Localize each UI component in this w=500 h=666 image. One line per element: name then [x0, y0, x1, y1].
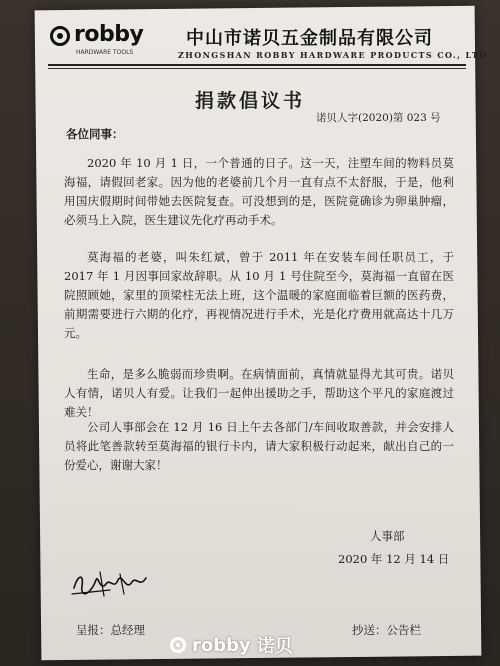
issuer-department: 人事部: [370, 529, 405, 543]
paragraph-2: 莫海福的老婆，叫朱红斌，曾于 2011 年在安装车间任职员工，于 2017 年 1 月因事回家故辞职。从 10 月 1 号住院至今，莫海福一直留在医院照顾她，家里的顶梁柱无法上班，这个温暖的家庭面临着巨额的医药费，前期需要进行六期的化疗，再视情况进行手术，光是化疗费用就高达十几万元。: [64, 250, 454, 340]
issue-date: 2020 年 12 月 14 日: [338, 552, 450, 566]
watermark-brand: robby: [192, 634, 251, 656]
logo-tagline: HARDWARE TOOLS: [76, 49, 134, 56]
report-to: 呈报：总经理: [76, 623, 145, 637]
cc-to: 抄送：公告栏: [352, 623, 421, 637]
company-name-cn: 中山市诺贝五金制品有限公司: [186, 28, 433, 49]
watermark-cn: 诺贝: [256, 636, 293, 657]
paragraph-3: 生命，是多么脆弱而珍贵啊。在病情面前，真情就显得尤其可贵。诺贝人有情，诺贝人有爱。让我们一起伸出援助之手，帮助这个平凡的家庭渡过难关！: [64, 367, 454, 419]
greeting: 各位同事：: [66, 127, 124, 141]
paragraph-4: 公司人事部会在 12 月 16 日上午去各部门/车间收取善款，并会安排人员将此笔善款转至莫海福的银行卡内，请大家积极行动起来，献出自己的一份爱心，谢谢大家！: [64, 420, 454, 472]
logo-mark-icon: [50, 26, 70, 46]
document-title: 捐款倡议书: [194, 90, 305, 112]
handwritten-signature: [70, 566, 150, 600]
logo-brand: robby: [74, 22, 144, 47]
watermark-logo-icon: [170, 637, 186, 653]
letterhead-rule: [48, 64, 466, 66]
document-number: 诺贝人字(2020)第 023 号: [316, 112, 441, 124]
company-name-en: ZHONGSHAN ROBBY HARDWARE PRODUCTS CO., LTD: [178, 50, 488, 60]
paragraph-1: 2020 年 10 月 1 日，一个普通的日子。这一天，注塑车间的物料员莫海福，请假回老家。因为他的老婆前几个月一直有点不太舒服，于是，他利用国庆假期时间带她去医院复查。可没想到的是，医院竟确诊为卵巢肿瘤，必须马上入院，医生建议先化疗再动手术。: [64, 156, 454, 227]
company-logo: [50, 22, 168, 62]
letterhead-rule-thin: [48, 68, 466, 69]
watermark: [170, 630, 293, 660]
